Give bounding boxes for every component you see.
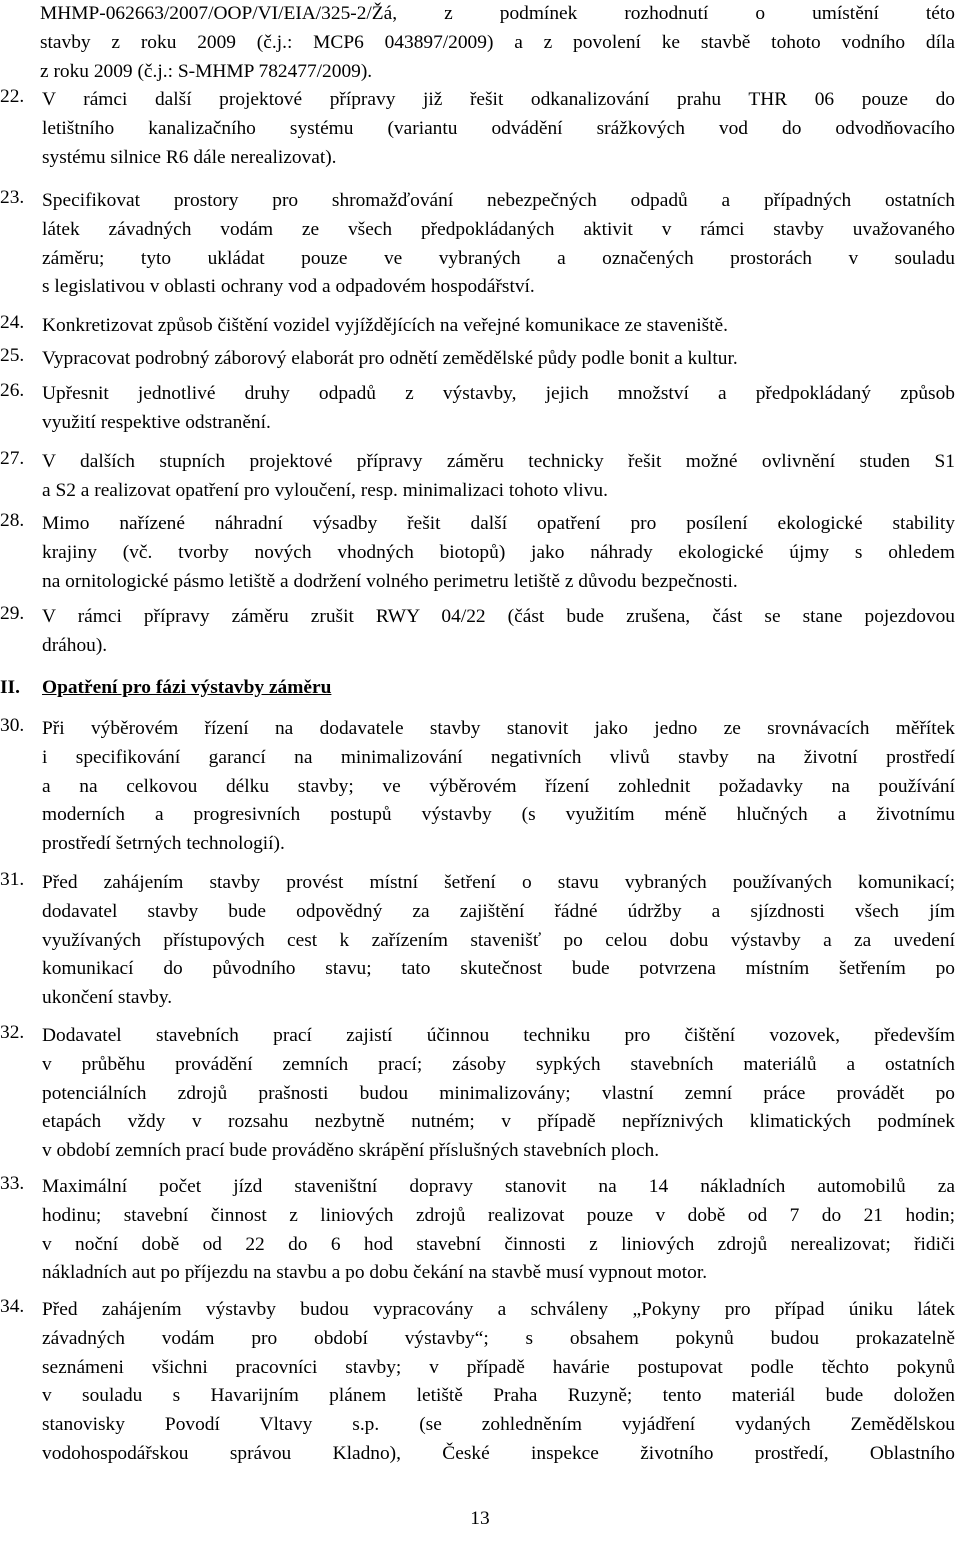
section-title: Opatření pro fázi výstavby záměru <box>42 677 332 698</box>
text-line: vodohospodářskou správou Kladno), České inspekce životního prostředí, Oblastního <box>42 1442 955 1464</box>
text-line: látek závadných vodám ze všech předpokládaných aktivit v rámci stavby uvažovaného <box>42 218 955 240</box>
text-line: záměru; tyto ukládat pouze ve vybraných a označených prostorách v souladu <box>42 247 955 269</box>
text-line: dráhou). <box>42 634 108 656</box>
item-number: 27. <box>0 448 25 469</box>
text-line: hodinu; stavební činnost z liniových zdrojů realizovat pouze v době od 7 do 21 hodin; <box>42 1204 955 1226</box>
text-line: MHMP-062663/2007/OOP/VI/EIA/325-2/Žá, z podmínek rozhodnutí o umístění této <box>40 3 955 24</box>
text-line: Specifikovat prostory pro shromažďování nebezpečných odpadů a případných ostatních <box>42 190 955 211</box>
text-line: Při výběrovém řízení na dodavatele stavby stanovit jako jedno ze srovnávacích měřítek <box>42 718 955 739</box>
text-line: prostředí šetrných technologií). <box>42 833 285 855</box>
text-line: Mimo nařízené náhradní výsadby řešit další opatření pro posílení ekologické stability <box>42 513 955 534</box>
text-line: Maximální počet jízd staveništní dopravy stanovit na 14 nákladních automobilů za <box>42 1176 955 1197</box>
text-line: využití respektive odstranění. <box>42 411 271 433</box>
list-item-29 <box>0 603 955 661</box>
text-line: s legislativou v oblasti ochrany vod a odpadovém hospodářství. <box>42 276 535 298</box>
text-line: z roku 2009 (č.j.: S-MHMP 782477/2009). <box>40 60 373 82</box>
text-line: ukončení stavby. <box>42 987 173 1009</box>
section-number: II. <box>0 677 20 698</box>
text-line: v souladu s Havarijním plánem letiště Praha Ruzyně; tento materiál bude doložen <box>42 1385 955 1407</box>
text-line: na ornitologické pásmo letiště a dodržení volného perimetru letiště z důvodu bezpečnosti. <box>42 570 738 592</box>
page-number: 13 <box>470 1508 490 1529</box>
text-line: využívaných přístupových cest k zařízením stavenišť po celou dobu výstavby a za uvedení <box>42 929 955 951</box>
list-item-22 <box>0 86 955 172</box>
item-number: 29. <box>0 603 25 624</box>
paragraph-continuation <box>40 0 955 86</box>
text-line: seznámeni všichni pracovníci stavby; v případě havárie postupovat podle těchto pokynů <box>42 1356 955 1378</box>
list-item-27 <box>0 448 955 506</box>
item-number: 31. <box>0 869 25 890</box>
text-line: Upřesnit jednotlivé druhy odpadů z výstavby, jejich množství a předpokládaný způsob <box>42 383 955 404</box>
text-line: stanovisky Povodí Vltavy s.p. (se zohledněním vyjádření vydaných Zemědělskou <box>42 1414 955 1436</box>
list-item-26 <box>0 380 955 438</box>
text-line: V rámci přípravy záměru zrušit RWY 04/22 (část bude zrušena, část se stane pojezdovou <box>42 606 955 627</box>
text-line: V dalších stupních projektové přípravy záměru technicky řešit možné ovlivnění studen S1 <box>42 451 955 472</box>
text-line: Před zahájením výstavby budou vypracovány a schváleny „Pokyny pro případ úniku látek <box>42 1299 955 1320</box>
list-item-31 <box>0 869 955 1013</box>
text-line: letištního kanalizačního systému (variantu odvádění srážkových vod do odvodňovacího <box>42 117 955 139</box>
text-line: Dodavatel stavebních prací zajistí účinnou techniku pro čištění vozovek, především <box>42 1025 955 1046</box>
text-line: krajiny (vč. tvorby nových vhodných biotopů) jako náhrady ekologické újmy s ohledem <box>42 541 955 563</box>
text-line: etapách vždy v rozsahu nezbytně nutném; v případě nepříznivých klimatických podmínek <box>42 1111 955 1133</box>
text-line: a S2 a realizovat opatření pro vyloučení, resp. minimalizaci tohoto vlivu. <box>42 479 608 501</box>
text-line: komunikací do původního stavu; tato skutečnost bude potvrzena místním šetřením po <box>42 958 955 980</box>
item-number: 32. <box>0 1022 25 1043</box>
item-number: 28. <box>0 510 25 531</box>
list-item-23 <box>0 187 955 302</box>
item-number: 30. <box>0 715 25 736</box>
item-number: 26. <box>0 380 25 401</box>
text-line: Vypracovat podrobný záborový elaborát pro odnětí zemědělské půdy podle bonit a kultur. <box>42 348 738 369</box>
text-line: systému silnice R6 dále nerealizovat). <box>42 146 337 168</box>
text-line: v noční době od 22 do 6 hod stavební činnosti z liniových zdrojů nerealizovat; řidiči <box>42 1233 955 1255</box>
item-number: 25. <box>0 345 25 366</box>
item-number: 23. <box>0 187 25 208</box>
item-number: 34. <box>0 1296 25 1317</box>
text-line: i specifikování garancí na minimalizování negativních vlivů stavby na životní prostředí <box>42 746 955 768</box>
text-line: a na celkovou délku stavby; ve výběrovém řízení zohlednit požadavky na používání <box>42 775 955 797</box>
item-number: 24. <box>0 312 25 333</box>
text-line: stavby z roku 2009 (č.j.: MCP6 043897/2009) a z povolení ke stavbě tohoto vodního díla <box>40 31 955 53</box>
list-item-30 <box>0 715 955 859</box>
item-number: 33. <box>0 1173 25 1194</box>
list-item-34 <box>0 1296 955 1469</box>
item-number: 22. <box>0 86 25 107</box>
text-line: moderních a progresivních postupů výstavby (s využitím méně hlučných a životnímu <box>42 804 955 826</box>
text-line: v období zemních prací bude prováděno skrápění příslušných stavebních ploch. <box>42 1140 660 1162</box>
text-line: dodavatel stavby bude odpovědný za zajištění řádné údržby a sjízdnosti všech jím <box>42 900 955 922</box>
list-item-32 <box>0 1022 955 1166</box>
text-line: závadných vodám pro období výstavby“; s obsahem pokynů budou prokazatelně <box>42 1327 955 1349</box>
text-line: V rámci další projektové přípravy již řešit odkanalizování prahu THR 06 pouze do <box>42 89 955 110</box>
list-item-24 <box>0 312 955 341</box>
text-line: Před zahájením stavby provést místní šetření o stavu vybraných používaných komunikací; <box>42 872 955 893</box>
list-item-28 <box>0 510 955 596</box>
text-line: Konkretizovat způsob čištění vozidel vyjíždějících na veřejné komunikace ze staveniště. <box>42 315 728 336</box>
list-item-25 <box>0 345 955 374</box>
list-item-33 <box>0 1173 955 1288</box>
text-line: v průběhu provádění zemních prací; zásoby sypkých stavebních materiálů a ostatních <box>42 1053 955 1075</box>
section-heading <box>0 674 331 703</box>
text-line: potenciálních zdrojů prašnosti budou minimalizovány; vlastní zemní práce provádět po <box>42 1082 955 1104</box>
text-line: nákladních aut po příjezdu na stavbu a po dobu čekání na stavbě musí vypnout motor. <box>42 1262 708 1284</box>
